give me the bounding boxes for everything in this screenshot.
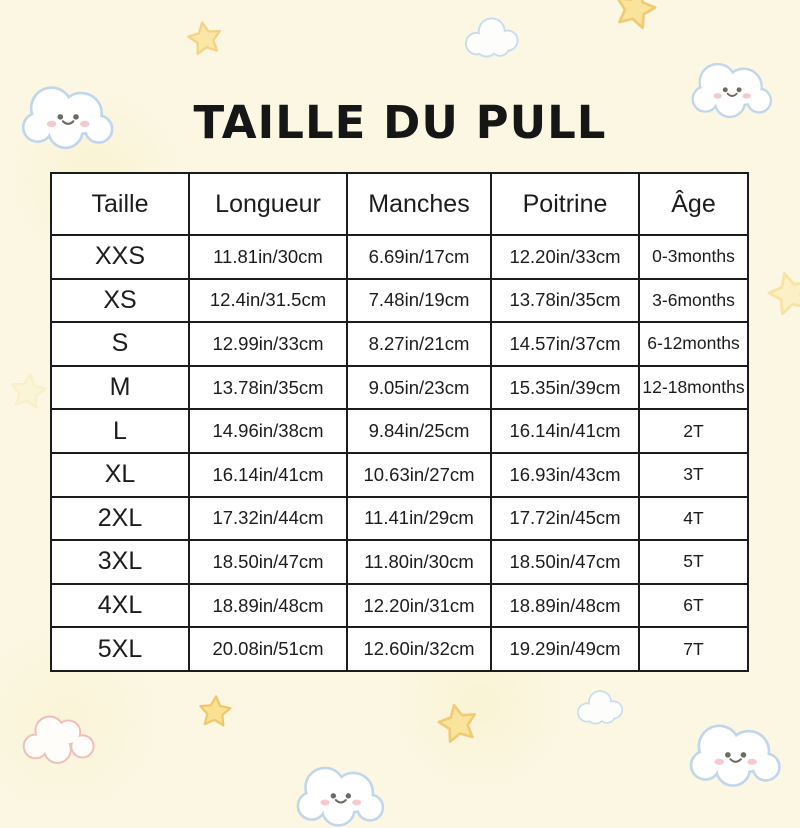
header-manches: Manches — [347, 173, 491, 235]
size-chart-table — [50, 172, 749, 672]
measurement-cell: 12.20in/33cm — [491, 235, 639, 279]
age-cell: 12-18months — [639, 366, 748, 410]
star-icon — [5, 369, 50, 414]
measurement-cell: 11.81in/30cm — [189, 235, 347, 279]
measurement-cell: 7.48in/19cm — [347, 279, 491, 323]
measurement-cell: 14.57in/37cm — [491, 322, 639, 366]
table-row — [51, 497, 748, 541]
header-age: Âge — [639, 173, 748, 235]
measurement-cell: 14.96in/38cm — [189, 409, 347, 453]
age-cell: 2T — [639, 409, 748, 453]
star-icon — [761, 265, 800, 324]
pink-cloud-outline-icon — [20, 708, 98, 766]
size-label-cell: XL — [51, 453, 189, 497]
age-cell: 3-6months — [639, 279, 748, 323]
cloud-outline-icon — [460, 12, 528, 60]
age-cell: 0-3months — [639, 235, 748, 279]
table-row — [51, 540, 748, 584]
measurement-cell: 18.50in/47cm — [189, 540, 347, 584]
measurement-cell: 17.72in/45cm — [491, 497, 639, 541]
star-icon — [607, 0, 663, 37]
measurement-cell: 12.99in/33cm — [189, 322, 347, 366]
size-label-cell: 4XL — [51, 584, 189, 628]
star-icon — [431, 698, 485, 751]
smiling-cloud-icon — [688, 718, 792, 790]
measurement-cell: 12.20in/31cm — [347, 584, 491, 628]
table-row — [51, 366, 748, 410]
header-taille: Taille — [51, 173, 189, 235]
size-label-cell: 3XL — [51, 540, 189, 584]
measurement-cell: 11.41in/29cm — [347, 497, 491, 541]
measurement-cell: 9.84in/25cm — [347, 409, 491, 453]
size-label-cell: S — [51, 322, 189, 366]
size-table-body — [51, 235, 748, 671]
table-row — [51, 453, 748, 497]
measurement-cell: 9.05in/23cm — [347, 366, 491, 410]
table-row — [51, 627, 748, 671]
header-longueur: Longueur — [189, 173, 347, 235]
size-label-cell: XS — [51, 279, 189, 323]
age-cell: 6T — [639, 584, 748, 628]
size-label-cell: L — [51, 409, 189, 453]
measurement-cell: 16.93in/43cm — [491, 453, 639, 497]
measurement-cell: 18.89in/48cm — [491, 584, 639, 628]
size-label-cell: 2XL — [51, 497, 189, 541]
age-cell: 5T — [639, 540, 748, 584]
measurement-cell: 18.50in/47cm — [491, 540, 639, 584]
age-cell: 3T — [639, 453, 748, 497]
cloud-outline-icon — [573, 686, 631, 726]
measurement-cell: 11.80in/30cm — [347, 540, 491, 584]
table-header-row — [51, 173, 748, 235]
measurement-cell: 8.27in/21cm — [347, 322, 491, 366]
age-cell: 4T — [639, 497, 748, 541]
table-row — [51, 235, 748, 279]
measurement-cell: 13.78in/35cm — [189, 366, 347, 410]
age-cell: 6-12months — [639, 322, 748, 366]
measurement-cell: 13.78in/35cm — [491, 279, 639, 323]
measurement-cell: 15.35in/39cm — [491, 366, 639, 410]
measurement-cell: 20.08in/51cm — [189, 627, 347, 671]
table-row — [51, 409, 748, 453]
table-row — [51, 279, 748, 323]
measurement-cell: 12.60in/32cm — [347, 627, 491, 671]
measurement-cell: 16.14in/41cm — [189, 453, 347, 497]
star-icon — [196, 693, 234, 731]
table-row — [51, 584, 748, 628]
header-poitrine: Poitrine — [491, 173, 639, 235]
table-row — [51, 322, 748, 366]
size-label-cell: XXS — [51, 235, 189, 279]
size-label-cell: 5XL — [51, 627, 189, 671]
measurement-cell: 18.89in/48cm — [189, 584, 347, 628]
measurement-cell: 10.63in/27cm — [347, 453, 491, 497]
measurement-cell: 19.29in/49cm — [491, 627, 639, 671]
measurement-cell: 6.69in/17cm — [347, 235, 491, 279]
page-title: TAILLE DU PULL — [193, 96, 607, 149]
smiling-cloud-icon — [295, 762, 395, 828]
measurement-cell: 12.4in/31.5cm — [189, 279, 347, 323]
measurement-cell: 17.32in/44cm — [189, 497, 347, 541]
age-cell: 7T — [639, 627, 748, 671]
measurement-cell: 16.14in/41cm — [491, 409, 639, 453]
size-label-cell: M — [51, 366, 189, 410]
star-icon — [183, 17, 227, 61]
